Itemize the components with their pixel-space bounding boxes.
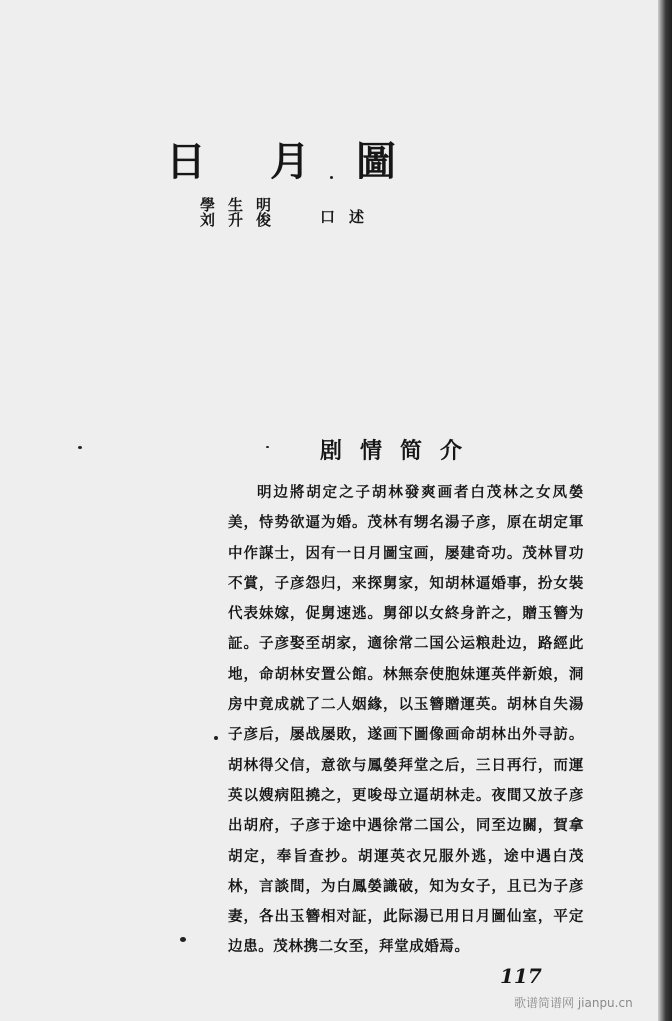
section-heading: 剧情简介	[320, 438, 481, 464]
author-line-2: 刘升俊	[200, 211, 285, 229]
author-names	[200, 198, 284, 228]
title-char-1: 日	[166, 139, 206, 185]
book-spine-edge	[658, 0, 672, 1021]
scan-speck	[214, 736, 218, 740]
author-role: 口述	[320, 208, 379, 226]
watermark-text: 歌谱简谱网 jianpu.cn	[514, 996, 633, 1010]
scan-speck	[330, 176, 333, 179]
author-credits	[200, 198, 400, 238]
synopsis-paragraph: 明边將胡定之子胡林發爽画者白茂林之女凤嫈美，恃势欲逼为婚。茂林有甥名湯子彦，原在胡定軍中作謀士，因有一日月圖宝画，屡建奇功。茂林冒功不賞，子彦怨归，来探舅家，知胡林逼婚事，扮女裝代表妹嫁，促舅速逃。舅卻以女終身許之，贈玉簪为証。子彦娶至胡家，適徐常二国公运粮赴边，路經此地，命胡林安置公館。林無奈使胞妹運英伴新娘，洞房中竟成就了二人姻緣，以玉簪贈運英。胡林自失湯子彦后，屡战屡敗，遂画下圖像画命胡林出外寻訪。胡林得父信，意欲与鳳嫈拜堂之后，三日再行，而運英以嫂病阻撓之，更唆母立逼胡林走。夜間又放子彦出胡府，子彦于途中遇徐常二国公，同至边關，賀拿胡定，奉旨查抄。胡運英衣兄服外逃，途中遇白茂林，言談間，为白鳳嫈識破，知为女子，且已为子彦妻，各出玉簪相对証，此际湯已用日月圖仙室，平定边患。茂林携二女至，拜堂成婚焉。	[228, 484, 584, 956]
scan-speck	[180, 937, 186, 942]
page-number: 117	[500, 964, 542, 988]
scan-speck	[266, 446, 269, 448]
title-char-3: 圖	[356, 139, 396, 185]
title-char-2: 月	[270, 139, 310, 185]
author-line-1: 學生明	[200, 196, 285, 214]
scan-speck	[78, 446, 82, 449]
page-title	[166, 130, 426, 185]
